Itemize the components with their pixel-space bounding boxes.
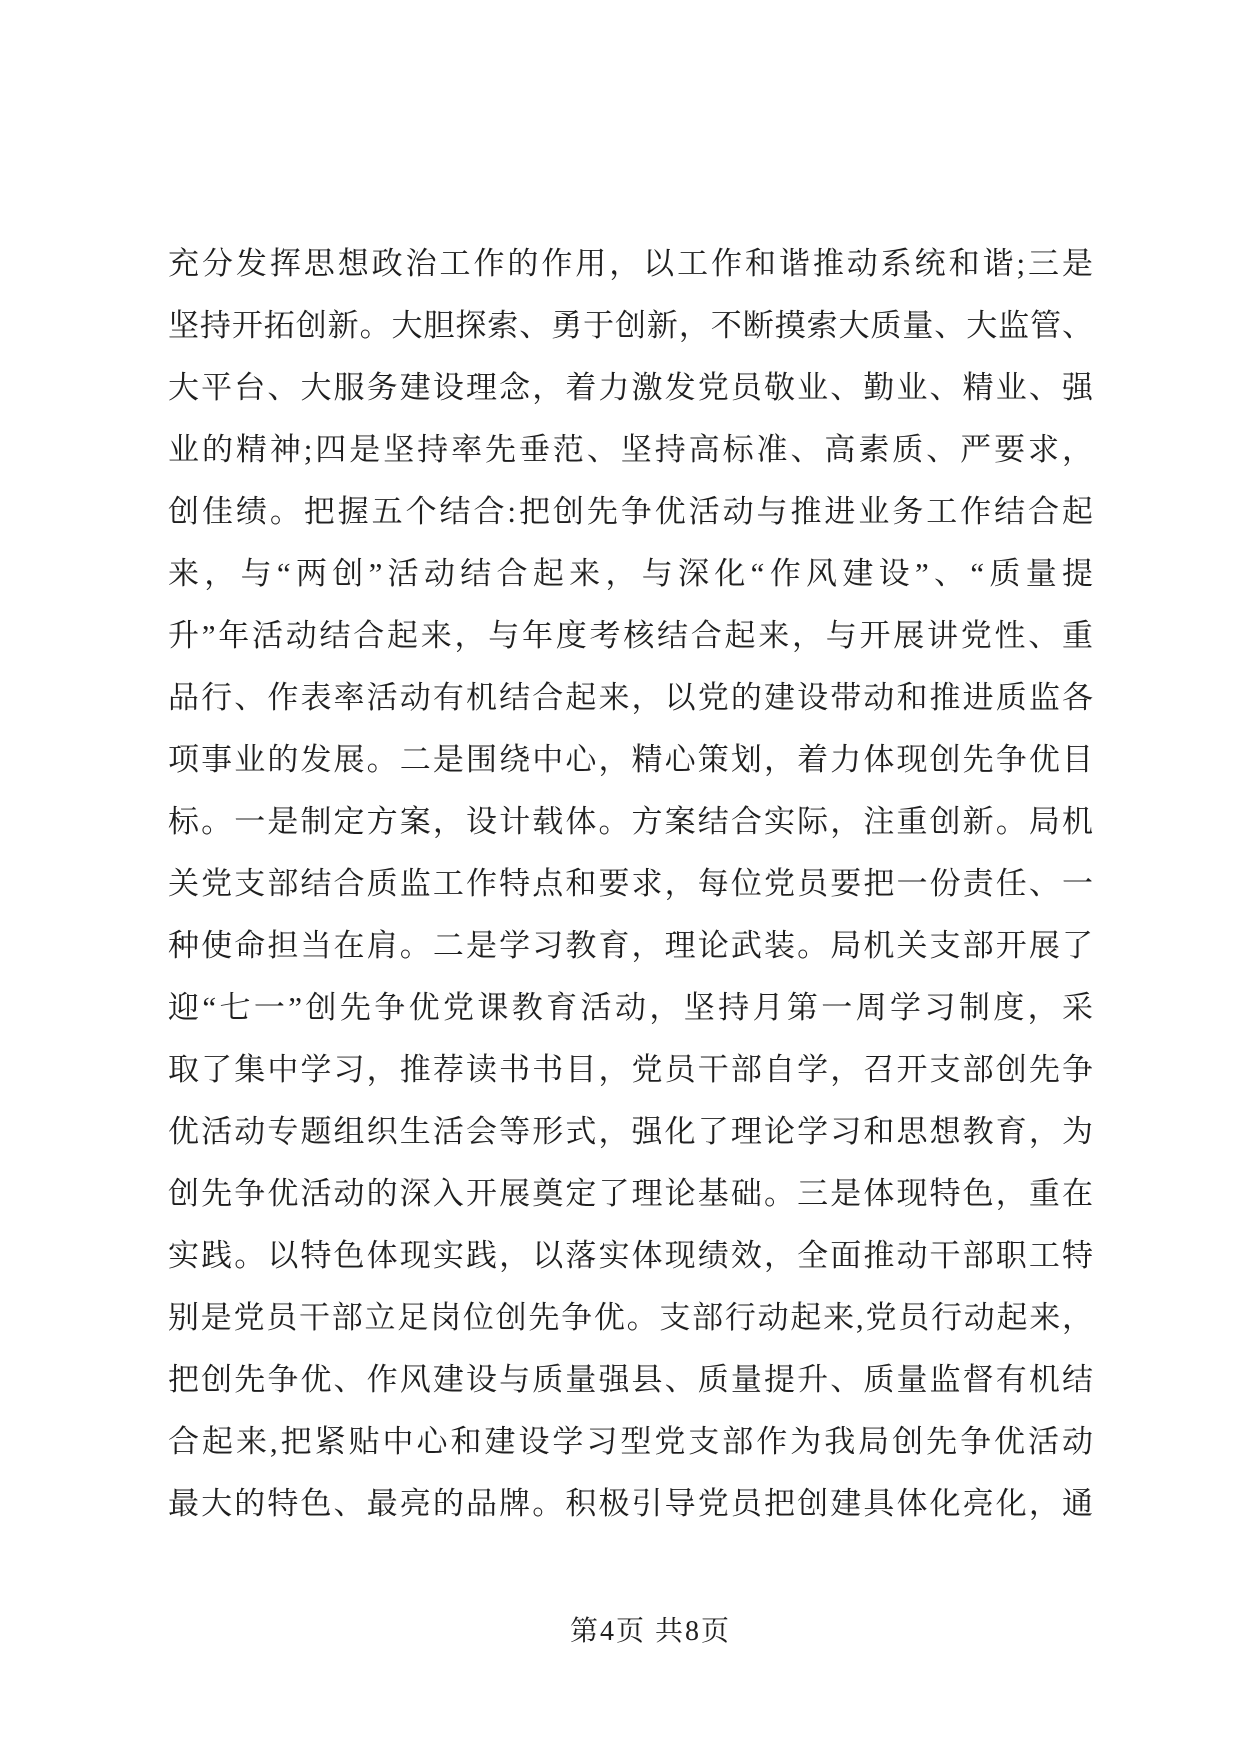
text-line: 取了集中学习，推荐读书书目，党员干部自学，召开支部创先争 (168, 1052, 1093, 1087)
text-line: 迎“七一”创先争优党课教育活动，坚持月第一周学习制度，采 (168, 990, 1093, 1025)
text-line: 充分发挥思想政治工作的作用，以工作和谐推动系统和谐;三是 (168, 246, 1093, 281)
text-line: 创佳绩。把握五个结合:把创先争优活动与推进业务工作结合起 (168, 494, 1093, 529)
text-line: 创先争优活动的深入开展奠定了理论基础。三是体现特色，重在 (168, 1176, 1093, 1211)
text-line: 优活动专题组织生活会等形式，强化了理论学习和思想教育，为 (168, 1114, 1093, 1149)
text-line: 种使命担当在肩。二是学习教育，理论武装。局机关支部开展了 (168, 928, 1093, 963)
text-line: 升”年活动结合起来，与年度考核结合起来，与开展讲党性、重 (168, 618, 1093, 653)
text-line: 标。一是制定方案，设计载体。方案结合实际，注重创新。局机 (168, 804, 1093, 839)
text-line: 来，与“两创”活动结合起来，与深化“作风建设”、“质量提 (168, 556, 1093, 591)
text-line: 大平台、大服务建设理念，着力激发党员敬业、勤业、精业、强 (168, 370, 1093, 405)
text-line: 实践。以特色体现实践，以落实体现绩效，全面推动干部职工特 (168, 1238, 1093, 1273)
text-line: 关党支部结合质监工作特点和要求，每位党员要把一份责任、一 (168, 866, 1093, 901)
text-line: 业的精神;四是坚持率先垂范、坚持高标准、高素质、严要求， (168, 432, 1093, 467)
text-line: 项事业的发展。二是围绕中心，精心策划，着力体现创先争优目 (168, 742, 1093, 777)
text-line: 最大的特色、最亮的品牌。积极引导党员把创建具体化亮化，通 (168, 1486, 1093, 1521)
text-line: 把创先争优、作风建设与质量强县、质量提升、质量监督有机结 (168, 1362, 1093, 1397)
page-number-label: 第4页 共8页 (569, 1616, 731, 1647)
text-line: 别是党员干部立足岗位创先争优。支部行动起来,党员行动起来， (168, 1300, 1093, 1335)
text-line: 合起来,把紧贴中心和建设学习型党支部作为我局创先争优活动 (168, 1424, 1093, 1459)
page-footer (60, 1612, 1241, 1652)
document-body (168, 233, 1093, 1535)
text-line: 品行、作表率活动有机结合起来，以党的建设带动和推进质监各 (168, 680, 1093, 715)
text-line: 坚持开拓创新。大胆探索、勇于创新，不断摸索大质量、大监管、 (168, 308, 1093, 343)
